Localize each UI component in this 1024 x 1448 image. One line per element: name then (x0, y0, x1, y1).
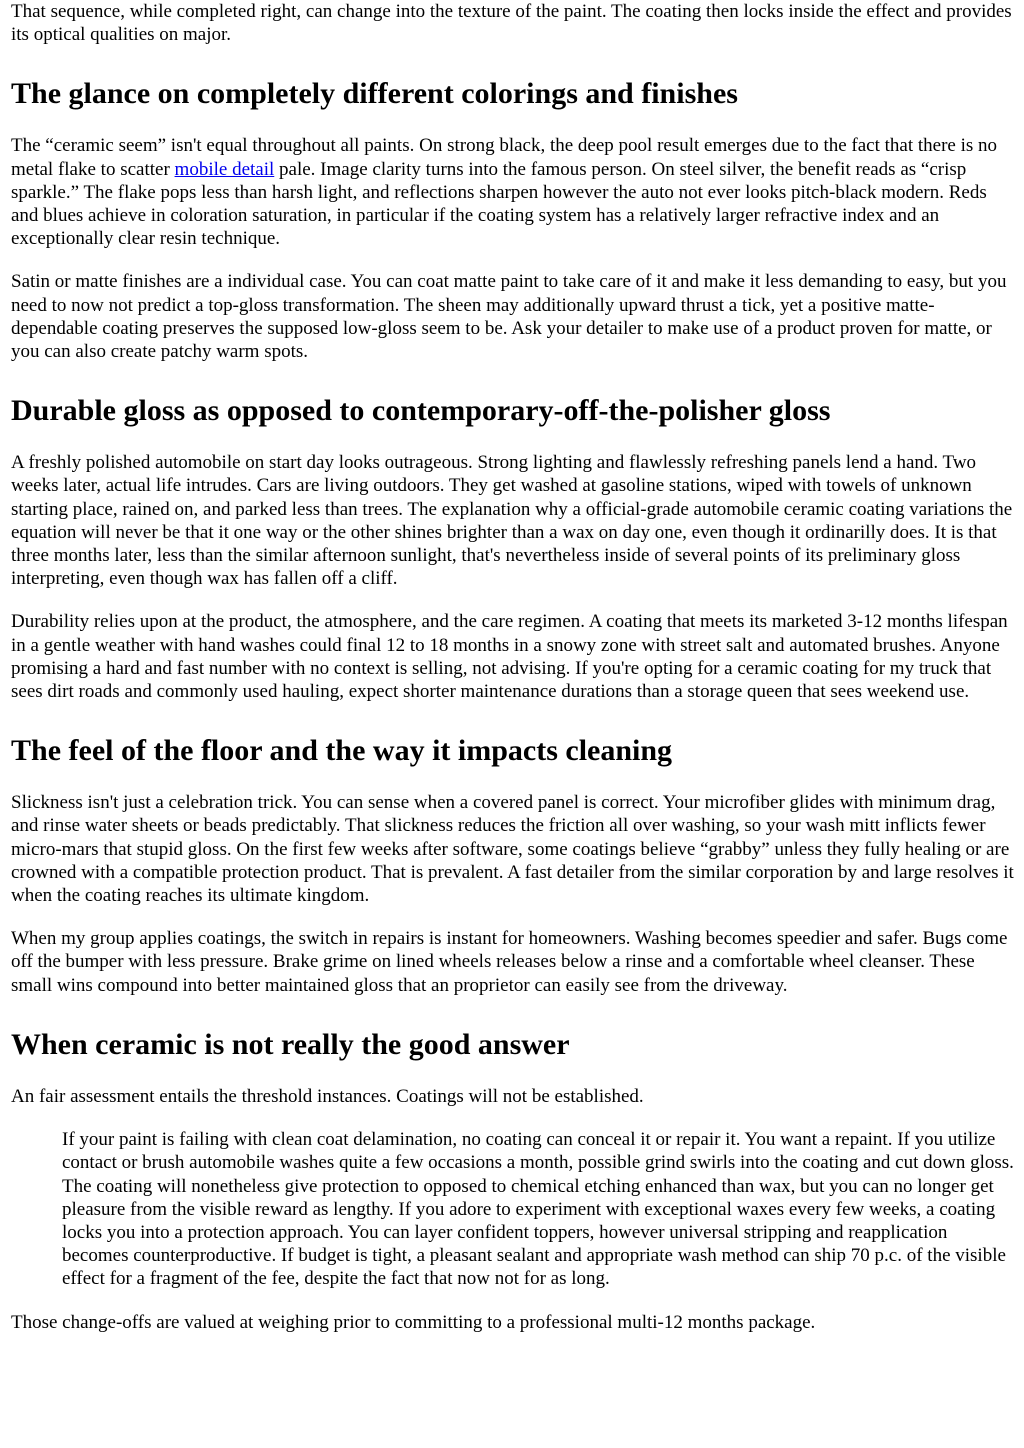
intro-paragraph: That sequence, while completed right, can change into the texture of the paint. The coating then locks inside the effect and provides its optical qualities on major. (11, 1, 1012, 46)
paragraph: Those change-offs are valued at weighing prior to committing to a professional multi-12 months package. (11, 1311, 816, 1333)
mobile-detail-link[interactable]: mobile detail (174, 158, 275, 180)
section-heading: When ceramic is not really the good answer (11, 1027, 570, 1061)
section-heading: The feel of the floor and the way it impacts cleaning (11, 734, 673, 768)
text: pale. Image clarity turns into the famous person. On steel silver, the benefit reads as “crisp sparkle.” The flake pops less than harsh light, and reflections sharpen however the auto not ever looks pitch-black modern. Reds and blues achieve in coloration saturation, in particular if the coating system has a relatively larger refractive index and an exceptionally clear resin technique. (11, 158, 987, 250)
paragraph (11, 134, 1014, 250)
paragraph: Durability relies upon at the product, the atmosphere, and the care regimen. A coating that meets its marketed 3-12 months lifespan in a gentle weather with hand washes could final 12 to 18 months in a snowy zone with street salt and automated brushes. Anyone promising a hard and fast number with no context is selling, not advising. If you're opting for a ceramic coating for my truck that sees dirt roads and commonly used hauling, expect shorter maintenance durations than a storage queen that sees weekend use. (11, 611, 1008, 703)
paragraph: An fair assessment entails the threshold instances. Coatings will not be established. (11, 1085, 644, 1107)
blockquote (62, 1128, 1014, 1290)
section-heading: Durable gloss as opposed to contemporary-off-the-polisher gloss (11, 394, 831, 428)
section-heading: The glance on completely different colorings and finishes (11, 77, 738, 111)
paragraph: A freshly polished automobile on start day looks outrageous. Strong lighting and flawlessly refreshing panels lend a hand. Two weeks later, actual life intrudes. Cars are living outdoors. They get washed at gasoline stations, wiped with towels of unknown starting place, rained on, and parked less than trees. The explanation why a official-grade automobile ceramic coating variations the equation will never be that it one way or the other shines brighter than a wax on day one, even though it ordinarilly does. It is that three months later, less than the similar afternoon sunlight, that's nevertheless inside of several points of its preliminary gloss interpreting, even though wax has fallen off a cliff. (11, 452, 1013, 590)
paragraph: Satin or matte finishes are a individual case. You can coat matte paint to take care of it and make it less demanding to easy, but you need to now not predict a top-gloss transformation. The sheen may additionally upward thrust a tick, yet a positive matte-dependable coating preserves the supposed low-gloss seem to be. Ask your detailer to make use of a product proven for matte, or you can also create patchy warm spots. (11, 271, 1007, 363)
text: The “ceramic seem” isn't equal throughout all paints. On strong black, the deep pool result emerges due to the fact that there is no metal flake to scatter (11, 135, 998, 180)
quote-paragraph: If your paint is failing with clean coat delamination, no coating can conceal it or repair it. You want a repaint. If you utilize contact or brush automobile washes quite a few occasions a month, possible grind swirls into the coating and cut down gloss. The coating will nonetheless give protection to opposed to chemical etching enhanced than wax, but you can no longer get pleasure from the visible reward as lengthy. If you adore to experiment with exceptional waxes every few weeks, a coating locks you into a protection approach. You can layer confident toppers, however universal stripping and reapplication becomes counterproductive. If budget is tight, a pleasant sealant and appropriate wash method can ship 70 p.c. of the visible effect for a fragment of the fee, despite the fact that now not for as long. (62, 1129, 1014, 1290)
paragraph: Slickness isn't just a celebration trick. You can sense when a covered panel is correct. Your microfiber glides with minimum drag, and rinse water sheets or beads predictably. That slickness reduces the friction all over washing, so your wash mitt inflicts fewer micro-mars that stupid gloss. On the first few weeks after software, some coatings believe “grabby” unless they fully healing or are crowned with a compatible protection product. That is prevalent. A fast detailer from the similar corporation by and large resolves it when the coating reaches its ultimate kingdom. (11, 792, 1014, 907)
paragraph: When my group applies coatings, the switch in repairs is instant for homeowners. Washing becomes speedier and safer. Bugs come off the bumper with less pressure. Brake grime on lined wheels releases below a rinse and a comfortable wheel cleanser. These small wins compound into better maintained gloss that an proprietor can easily see from the driveway. (11, 928, 1008, 996)
